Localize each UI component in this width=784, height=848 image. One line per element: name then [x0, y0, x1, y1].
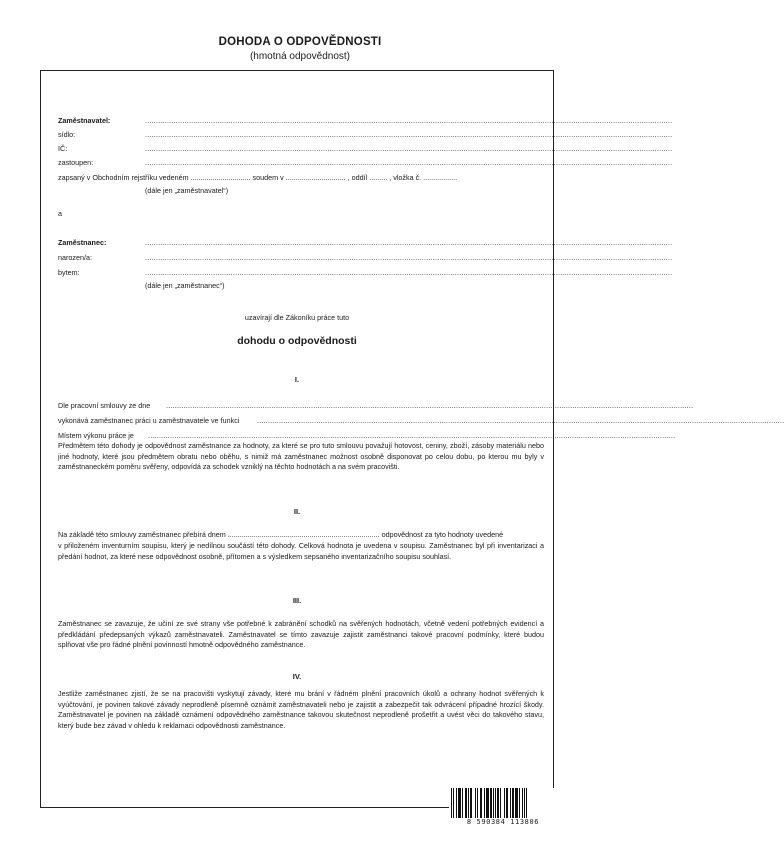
- section-1-number: I.: [294, 375, 300, 384]
- born-label: narozen/a:: [58, 253, 92, 262]
- employer-field[interactable]: ................................................................................................................................................................................................................................................: [145, 116, 673, 125]
- registry-section-field[interactable]: .........: [369, 173, 388, 182]
- section-1-paragraph: Předmětem této dohody je odpovědnost zaměstnance za hodnoty, za které se pro tuto smlouvu považují hotovost, ceniny, zboží, zásoby materiálu nebo jiné hodnoty, které jsou předmětem obratu nebo oběhu, s nimiž má zaměstnanec možnost osobně disponovat po celou dobu, po kterou mu byly v zaměstnaneckém poměru svěřeny, odpovídá za schodek vzniklý na těchto hodnotách a na svém pracovišti.: [58, 441, 544, 472]
- section-4-paragraph: Jestliže zaměstnanec zjistí, že se na pracovišti vyskytují závady, které mu brání v řádném plnění pracovních úkolů a ochrany hodnot svěřených k vyúčtování, je povinen takové závady neprodleně písemně oznámit zaměstnavateli nebo je zajistit a zabezpečit tak odvrácení případné hrozící škody. Zaměstnavatel je povinen na základě oznámení odpovědného zaměstnance takovou skutečnost neprodleně prošetřit a uvést věci do takového stavu, který bude bez závad v ohledu k reklamaci odpovědnosti zaměstnance.: [58, 689, 544, 730]
- takeover-line: [58, 530, 503, 541]
- document-subtitle: (hmotná odpovědnost): [249, 51, 351, 62]
- represented-label: zastoupen:: [58, 158, 94, 167]
- employer-note: (dále jen „zaměstnavatel“): [145, 186, 229, 195]
- workplace-field[interactable]: ................................................................................................................................................................................................................................................: [148, 431, 676, 440]
- employer-label: Zaměstnavatel:: [58, 116, 111, 125]
- contract-date-label: Dle pracovní smlouvy ze dne: [58, 401, 151, 410]
- function-field[interactable]: ................................................................................................................................................................................................................................................: [257, 416, 784, 425]
- residence-field[interactable]: ................................................................................................................................................................................................................................................: [145, 268, 673, 277]
- registry-insert-label: , vložka č.: [387, 173, 424, 182]
- contract-date-field[interactable]: ................................................................................................................................................................................................................................................: [166, 401, 694, 410]
- barcode-image: [449, 788, 557, 820]
- takeover-date-field[interactable]: ............................................................................: [227, 530, 380, 539]
- workplace-label: Místem výkonu práce je: [58, 431, 134, 440]
- registry-court-field[interactable]: ..............................: [285, 173, 346, 182]
- seat-label: sídlo:: [58, 130, 76, 139]
- section-3-paragraph: Zaměstnanec se zavazuje, že učiní ze své strany vše potřebné k zabránění schodků na svěřených hodnotách, včetně vedení potřebných evidencí a předkládání předepsaných výkazů zaměstnavateli. Zaměstnavatel se tímto zavazuje zajistit zaměstnanci takové pracovní podmínky, které budou splňovat vše pro řádné plnění povinností hmotně odpovědného zaměstnance.: [58, 619, 544, 650]
- registry-line: [58, 173, 457, 184]
- takeover-prefix: Na základě této smlouvy zaměstnanec přebírá dnem: [58, 530, 226, 539]
- residence-label: bytem:: [58, 268, 80, 277]
- registry-insert-field[interactable]: .................: [423, 173, 458, 182]
- document-title: DOHODA O ODPOVĚDNOSTI: [218, 36, 382, 48]
- section-3-number: III.: [292, 596, 302, 605]
- section-2-number: II.: [293, 507, 301, 516]
- and-label: a: [58, 209, 62, 218]
- born-field[interactable]: ................................................................................................................................................................................................................................................: [145, 253, 673, 262]
- employee-note: (dále jen „zaměstnanec“): [145, 281, 225, 290]
- ic-field[interactable]: ................................................................................................................................................................................................................................................: [145, 144, 673, 153]
- function-label: vykonává zaměstnanec práci u zaměstnavatele ve funkci: [58, 416, 240, 425]
- registry-section-label: , oddíl: [345, 173, 370, 182]
- takeover-suffix: odpovědnost za tyto hodnoty uvedené: [381, 530, 504, 539]
- barcode-number: 8 590384 113806: [466, 818, 540, 826]
- employee-label: Zaměstnanec:: [58, 238, 107, 247]
- registry-prefix: zapsaný v Obchodním rejstříku vedeném: [58, 173, 191, 182]
- conclude-text: uzavírají dle Zákoníku práce tuto: [244, 313, 350, 322]
- section-2-paragraph: v přiloženém inventurním soupisu, který je nedílnou součástí této dohody. Celková hodnota je uvedena v soupisu. Zaměstnanec byl při inventarizaci a předání hodnot, za které nese odpovědnost osobně, přítomen a s výsledkem sepsaného inventarizačního soupisu souhlasí.: [58, 541, 544, 561]
- represented-field[interactable]: ................................................................................................................................................................................................................................................: [145, 158, 673, 167]
- seat-field[interactable]: ................................................................................................................................................................................................................................................: [145, 130, 673, 139]
- employee-field[interactable]: ................................................................................................................................................................................................................................................: [145, 238, 673, 247]
- section-4-number: IV.: [292, 672, 302, 681]
- registry-court-label: soudem v: [250, 173, 286, 182]
- agreement-heading: dohodu o odpovědnosti: [237, 335, 357, 347]
- registry-city-field[interactable]: ..............................: [190, 173, 251, 182]
- ic-label: IČ:: [58, 144, 68, 153]
